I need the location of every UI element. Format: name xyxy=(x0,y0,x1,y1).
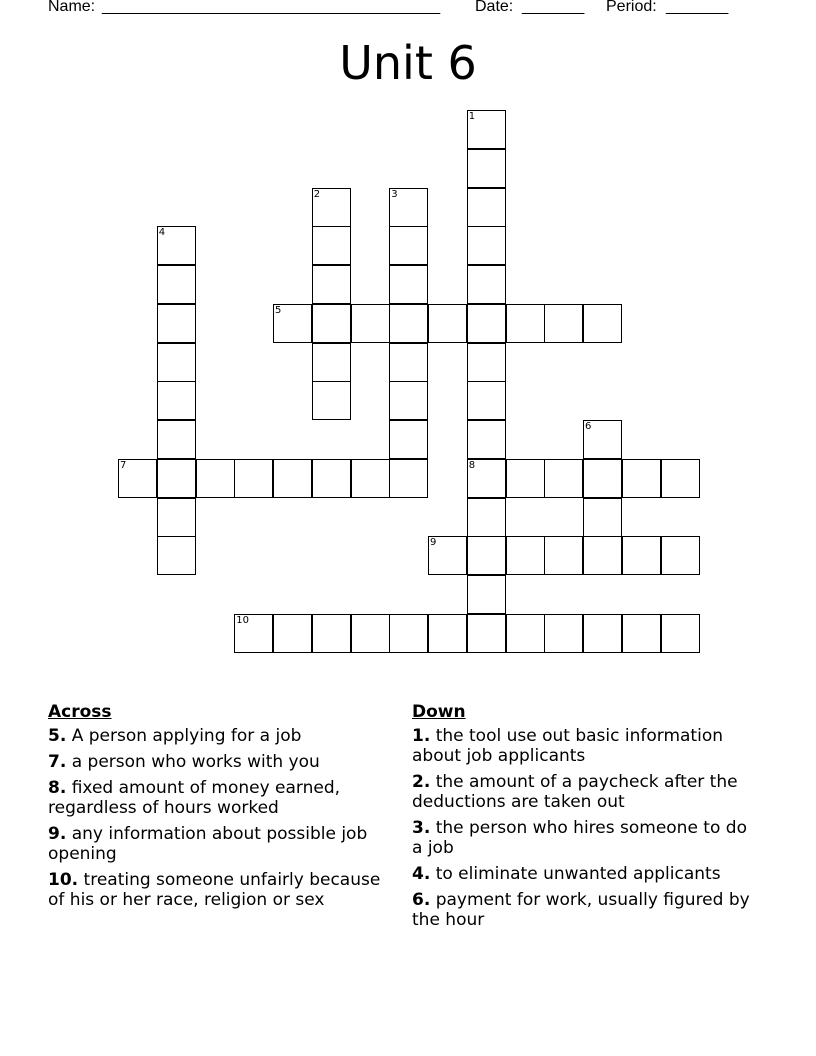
crossword-cell[interactable] xyxy=(544,304,583,343)
crossword-cell[interactable] xyxy=(583,304,622,343)
crossword-cell[interactable] xyxy=(157,265,196,304)
crossword-cell[interactable] xyxy=(583,459,622,498)
clue-text: the amount of a paycheck after the deductions are taken out xyxy=(412,772,738,812)
crossword-cell[interactable] xyxy=(583,420,622,459)
clue-number: 8. xyxy=(48,778,67,798)
name-label: Name: xyxy=(48,0,96,15)
crossword-cell[interactable] xyxy=(234,459,273,498)
clue-number: 9. xyxy=(48,824,67,844)
clue-text: any information about possible job opening xyxy=(48,824,368,864)
clue-number-label: 2 xyxy=(313,188,321,200)
crossword-cell[interactable] xyxy=(467,188,506,227)
across-clue-10 xyxy=(48,870,398,910)
crossword-cell[interactable] xyxy=(661,536,700,575)
crossword-cell[interactable] xyxy=(196,459,235,498)
crossword-cell[interactable] xyxy=(118,459,157,498)
crossword-cell[interactable] xyxy=(428,304,467,343)
clue-number-label: 4 xyxy=(158,227,166,239)
crossword-cell[interactable] xyxy=(351,304,390,343)
across-clue-8 xyxy=(48,778,398,818)
crossword-cell[interactable] xyxy=(312,343,351,382)
crossword-cell[interactable] xyxy=(312,614,351,653)
crossword-cell[interactable] xyxy=(622,459,661,498)
date-label: Date: xyxy=(475,0,514,15)
crossword-cell[interactable] xyxy=(583,536,622,575)
across-clues xyxy=(48,702,398,916)
crossword-cell[interactable] xyxy=(467,614,506,653)
across-heading: Across xyxy=(48,702,112,722)
crossword-cell[interactable] xyxy=(273,459,312,498)
crossword-cell[interactable] xyxy=(544,459,583,498)
crossword-cell[interactable] xyxy=(506,614,545,653)
crossword-cell[interactable] xyxy=(157,420,196,459)
crossword-cell[interactable] xyxy=(351,614,390,653)
crossword-cell[interactable] xyxy=(389,420,428,459)
crossword-cell[interactable] xyxy=(506,459,545,498)
crossword-cell[interactable] xyxy=(312,304,351,343)
crossword-cell[interactable] xyxy=(544,614,583,653)
across-clue-9 xyxy=(48,824,398,864)
down-clue-4 xyxy=(412,864,762,884)
clue-number: 6. xyxy=(412,890,431,910)
crossword-cell[interactable] xyxy=(467,149,506,188)
clue-number: 1. xyxy=(412,726,431,746)
crossword-cell[interactable] xyxy=(273,304,312,343)
crossword-cell[interactable] xyxy=(467,498,506,537)
clue-number-label: 3 xyxy=(391,188,398,200)
down-heading: Down xyxy=(412,702,466,722)
crossword-cell[interactable] xyxy=(467,536,506,575)
page-title: Unit 6 xyxy=(339,36,477,90)
crossword-cell[interactable] xyxy=(157,381,196,420)
crossword-cell[interactable] xyxy=(661,459,700,498)
clue-text: treating someone unfairly because of his or her race, religion or sex xyxy=(48,870,381,910)
crossword-cell[interactable] xyxy=(506,536,545,575)
crossword-cell[interactable] xyxy=(351,459,390,498)
crossword-cell[interactable] xyxy=(389,614,428,653)
crossword-cell[interactable] xyxy=(467,381,506,420)
clue-number: 4. xyxy=(412,864,431,884)
crossword-cell[interactable] xyxy=(389,459,428,498)
down-clue-2 xyxy=(412,772,762,812)
clue-number-label: 8 xyxy=(468,459,476,471)
clue-number-label: 7 xyxy=(120,459,127,471)
crossword-cell[interactable] xyxy=(273,614,312,653)
crossword-cell[interactable] xyxy=(428,614,467,653)
clue-text: A person applying for a job xyxy=(71,726,302,746)
clue-number: 2. xyxy=(412,772,431,792)
crossword-cell[interactable] xyxy=(389,343,428,382)
across-clue-7 xyxy=(48,752,398,772)
down-clue-1 xyxy=(412,726,762,766)
clue-number-label: 6 xyxy=(585,421,592,432)
date-blank[interactable]: _______ xyxy=(522,0,585,15)
crossword-cell[interactable] xyxy=(622,536,661,575)
clue-number-label: 1 xyxy=(468,111,476,122)
crossword-cell[interactable] xyxy=(157,498,196,537)
crossword-cell[interactable] xyxy=(467,265,506,304)
crossword-cell[interactable] xyxy=(467,420,506,459)
clue-number: 3. xyxy=(412,818,431,838)
crossword-cell[interactable] xyxy=(312,265,351,304)
clue-number-label: 5 xyxy=(275,304,282,316)
crossword-cell[interactable] xyxy=(312,459,351,498)
name-blank[interactable]: ______________________________________ xyxy=(102,0,441,15)
crossword-cell[interactable] xyxy=(157,536,196,575)
crossword-cell[interactable] xyxy=(467,110,506,149)
crossword-cell[interactable] xyxy=(234,614,273,653)
clue-number: 10. xyxy=(48,870,79,890)
down-clue-6 xyxy=(412,890,762,930)
crossword-cell[interactable] xyxy=(312,188,351,227)
down-clue-3 xyxy=(412,818,762,858)
crossword-cell[interactable] xyxy=(428,536,467,575)
crossword-cell[interactable] xyxy=(157,343,196,382)
crossword-cell[interactable] xyxy=(506,304,545,343)
crossword-cell[interactable] xyxy=(467,575,506,614)
crossword-cell[interactable] xyxy=(583,498,622,537)
crossword-cell[interactable] xyxy=(157,304,196,343)
crossword-cell[interactable] xyxy=(157,226,196,265)
crossword-cell[interactable] xyxy=(389,381,428,420)
clue-number: 5. xyxy=(48,726,67,746)
period-label: Period: xyxy=(606,0,657,15)
crossword-cell[interactable] xyxy=(467,459,506,498)
crossword-cell[interactable] xyxy=(157,459,196,498)
down-clues xyxy=(412,702,762,936)
clue-text: to eliminate unwanted applicants xyxy=(435,864,721,884)
crossword-cell[interactable] xyxy=(389,226,428,265)
clue-text: a person who works with you xyxy=(71,752,320,772)
crossword-cell[interactable] xyxy=(389,265,428,304)
crossword-cell[interactable] xyxy=(583,614,622,653)
crossword-cell[interactable] xyxy=(389,304,428,343)
across-clue-5 xyxy=(48,726,398,746)
crossword-cell[interactable] xyxy=(467,226,506,265)
crossword-cell[interactable] xyxy=(544,536,583,575)
clue-number-label: 10 xyxy=(236,614,249,626)
clue-text: the person who hires someone to do a job xyxy=(412,818,747,858)
clue-text: the tool use out basic information about job applicants xyxy=(412,726,723,766)
clue-number-label: 9 xyxy=(430,537,437,549)
crossword-cell[interactable] xyxy=(622,614,661,653)
period-blank[interactable]: _______ xyxy=(666,0,729,15)
crossword-cell[interactable] xyxy=(312,381,351,420)
clue-text: payment for work, usually figured by the hour xyxy=(412,890,750,930)
clue-number: 7. xyxy=(48,752,67,772)
crossword-cell[interactable] xyxy=(661,614,700,653)
crossword-cell[interactable] xyxy=(467,304,506,343)
crossword-cell[interactable] xyxy=(389,188,428,227)
crossword-cell[interactable] xyxy=(467,343,506,382)
crossword-cell[interactable] xyxy=(312,226,351,265)
clue-text: fixed amount of money earned, regardless of hours worked xyxy=(48,778,341,818)
